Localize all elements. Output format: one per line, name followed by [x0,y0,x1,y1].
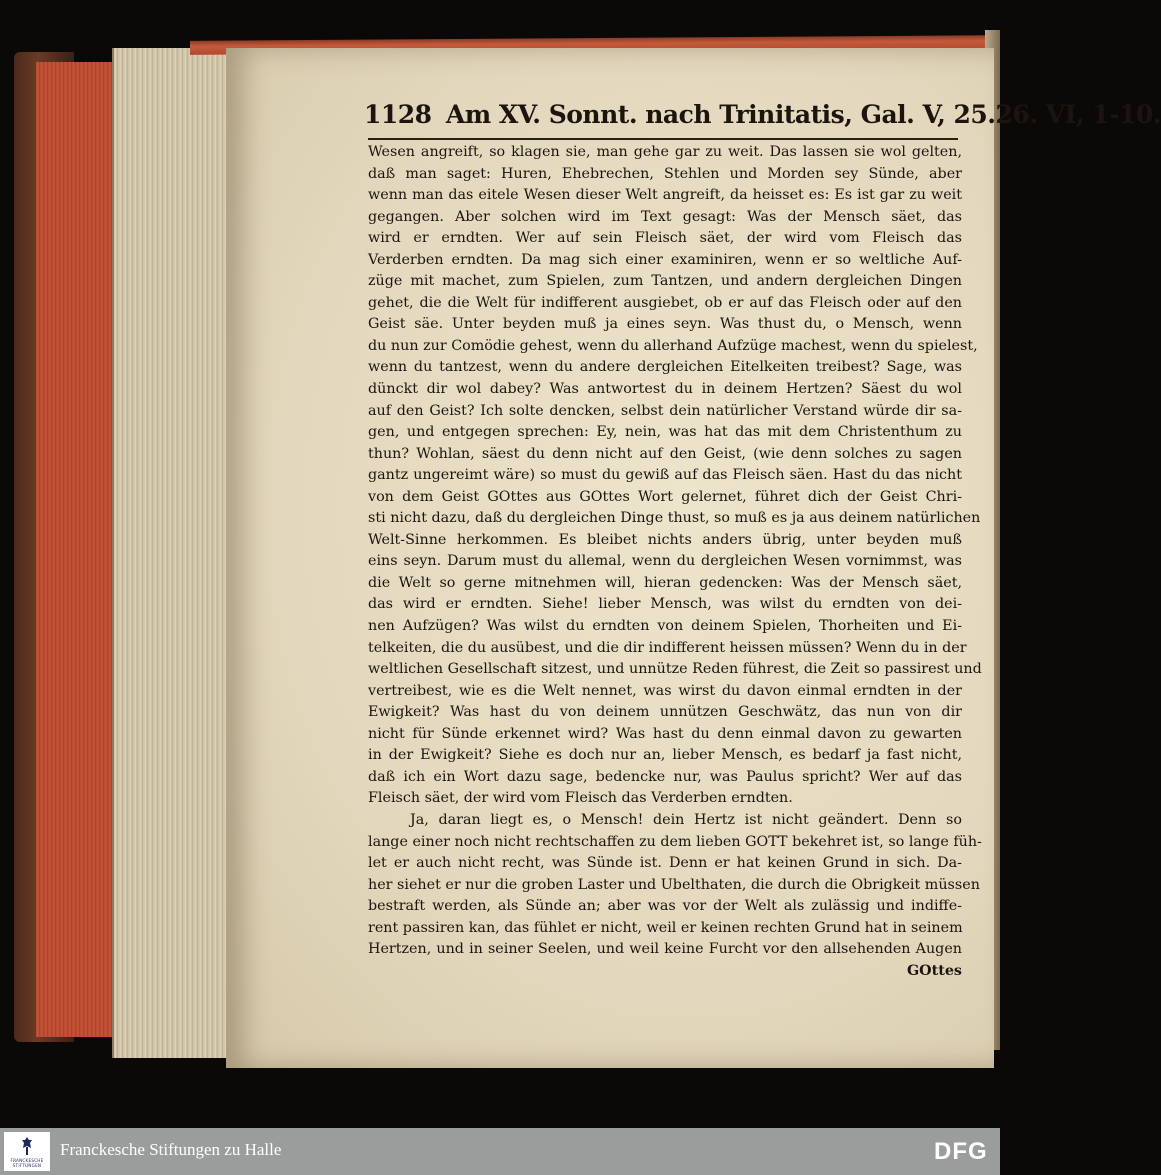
text-line: züge mit machet, zum Spielen, zum Tantzen, und andern dergleichen Dingen [368,273,962,290]
text-line: Geist säe. Unter beyden muß ja eines seyn. Was thust du, o Mensch, wenn [368,316,962,333]
viewer-footer [0,1128,1000,1175]
text-line: Welt-Sinne herkommen. Es bleibet nichts anders übrig, unter beyden muß [368,531,962,548]
text-line: du nun zur Comödie gehest, wenn du allerhand Aufzüge machest, wenn du spielest, [368,337,978,354]
text-line: thun? Wohlan, säest du denn nicht auf den Geist, (wie denn solches zu sagen [368,445,962,462]
page-stack [112,48,234,1058]
text-line: Fleisch säet, der wird vom Fleisch das Verderben erndten. [368,790,793,807]
text-line: das wird er erndten. Siehe! lieber Mensch, was wilst du erndten von dei- [368,596,962,613]
text-line: dünckt dir wol dabey? Was antwortest du in deinem Hertzen? Säest du wol [368,381,962,398]
eagle-icon [21,1136,33,1156]
text-line: wird er erndten. Wer auf sein Fleisch säet, der wird vom Fleisch das [368,230,962,247]
text-line: gehet, die die Welt für indifferent ausgiebet, ob er auf das Fleisch oder auf den [368,294,962,311]
text-line: rent passiren kan, das fühlet er nicht, weil er keinen rechten Grund hat in seinem [368,919,963,936]
text-line: let er auch nicht recht, was Sünde ist. Denn er hat keinen Grund in sich. Da- [368,855,962,872]
text-line: vertreibest, wie es die Welt nennet, was wirst du davon einmal erndten in der [368,682,962,699]
text-line: wenn man das eitele Wesen dieser Welt angreift, da heisset es: Es ist gar zu weit [368,187,962,204]
institution-logo[interactable] [4,1132,50,1171]
catchword: GOttes [906,962,962,979]
text-line: lange einer noch nicht rechtschaffen zu dem lieben GOTT bekehret ist, so lange füh- [368,833,982,850]
running-title: Am XV. Sonnt. nach Trinitatis, Gal. V, 25.26. VI, 1-10. [445,100,1161,129]
text-line: Verderben erndten. Da mag sich einer examiniren, wenn er so weltliche Auf- [368,251,962,268]
logo-caption: FRANCKESCHE STIFTUNGEN [10,1158,44,1168]
header-rule [368,138,958,140]
dfg-logo[interactable]: DFG [934,1138,988,1165]
text-line: telkeiten, die du ausübest, und die dir indifferent heissen müssen? Wenn du in der [368,639,967,656]
text-line: sti nicht dazu, daß du dergleichen Dinge thust, so muß es ja aus deinem natürlichen [368,510,981,527]
text-line: Ja, daran liegt es, o Mensch! dein Hertz ist nicht geändert. Denn so [410,811,962,828]
running-header [364,100,1161,140]
text-line: wenn du tantzest, wenn du andere dergleichen Eitelkeiten treibest? Sage, was [368,359,962,376]
text-line: daß man saget: Huren, Ehebrechen, Stehlen und Morden sey Sünde, aber [368,165,962,182]
text-line: Wesen angreift, so klagen sie, man gehe gar zu weit. Das lassen sie wol gelten, [368,144,962,160]
text-line: auf den Geist? Ich solte dencken, selbst dein natürlicher Verstand würde dir sa- [368,402,962,419]
body-text [368,142,982,982]
text-line: von dem Geist GOttes aus GOttes Wort gelernet, führet dich der Geist Chri- [368,488,962,505]
text-line: bestraft werden, als Sünde an; aber was vor der Welt als zulässig und indiffe- [368,898,962,915]
institution-name[interactable]: Franckesche Stiftungen zu Halle [60,1140,282,1159]
text-line: weltlichen Gesellschaft sitzest, und unnütze Reden führest, die Zeit so passirest und [368,661,982,678]
text-line: nicht für Sünde erkennet wird? Was hast du denn einmal davon zu gewarten [368,725,962,742]
text-line: daß ich ein Wort dazu sage, bedencke nur, was Paulus spricht? Wer auf das [368,768,962,785]
text-line: her siehet er nur die groben Laster und Ubelthaten, die durch die Obrigkeit müssen [368,876,980,893]
text-line: in der Ewigkeit? Siehe es doch nur an, lieber Mensch, es bedarf ja fast nicht, [368,747,962,764]
text-line: gantz ungereimt wäre) so must du gewiß auf das Fleisch säen. Hast du das nicht [368,467,962,484]
text-line: gegangen. Aber solchen wird im Text gesagt: Was der Mensch säet, das [368,208,962,225]
text-line: Ewigkeit? Was hast du von deinem unnützen Geschwätz, das nun von dir [368,704,962,721]
text-line: nen Aufzügen? Was wilst du erndten von deinem Spielen, Thorheiten und Ei- [368,618,962,635]
text-line: Hertzen, und in seiner Seelen, und weil keine Furcht vor den allsehenden Augen [368,941,962,958]
book-page [226,48,1161,1068]
text-line: die Welt so gerne mitnehmen will, hieran gedencken: Was der Mensch säet, [368,574,962,591]
page-edge-red [36,62,118,1037]
page-number: 1128 [364,100,432,129]
text-line: gen, und entgegen sprechen: Ey, nein, was hat das mit dem Christenthum zu [368,424,962,441]
text-line: eins seyn. Darum must du allemal, wenn du dergleichen Wesen vornimmst, was [368,553,962,570]
